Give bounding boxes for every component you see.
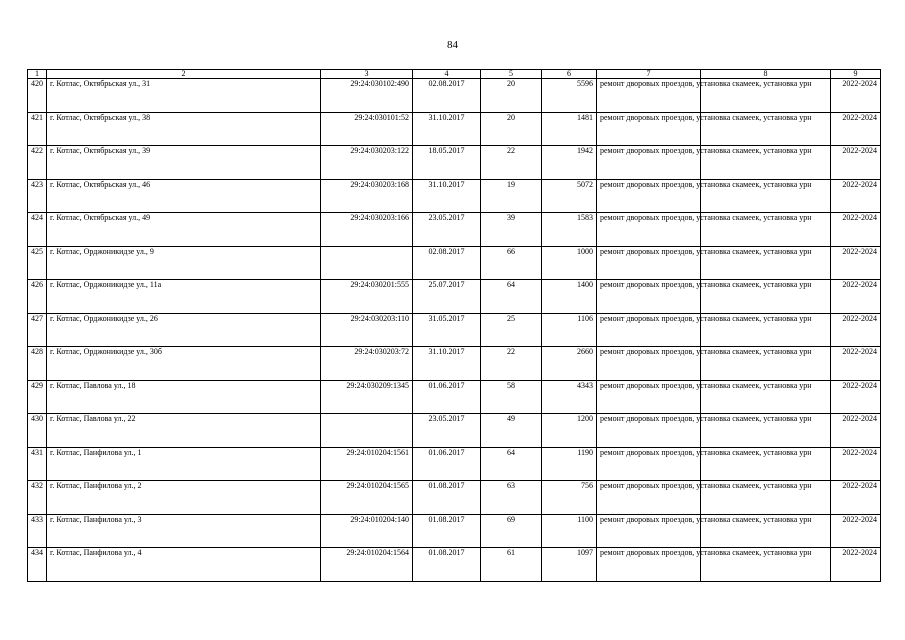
column-5-cell: 20 [481,112,542,146]
works-cell: ремонт дворовых проездов, установка скамеек, установка урн [597,313,701,347]
column-5-cell: 25 [481,313,542,347]
address-cell: г. Котлас, Панфилова ул., 2 [47,481,321,515]
date-cell: 01.06.2017 [413,447,481,481]
table-row [28,213,881,247]
table-row [28,548,881,582]
table-row [28,246,881,280]
table-row [28,79,881,113]
period-cell: 2022-2024 [831,179,881,213]
date-cell: 02.08.2017 [413,246,481,280]
table-row [28,347,881,381]
address-cell: г. Котлас, Орджоникидзе ул., 9 [47,246,321,280]
table-row [28,146,881,180]
cadastral-number-cell [321,414,413,448]
column-6-cell: 1583 [542,213,597,247]
works-cell: ремонт дворовых проездов, установка скамеек, установка урн [597,179,701,213]
cadastral-number-cell: 29:24:030201:555 [321,280,413,314]
row-number-cell: 430 [28,414,47,448]
table-row [28,414,881,448]
row-number-cell: 429 [28,380,47,414]
row-number-cell: 432 [28,481,47,515]
row-number-cell: 427 [28,313,47,347]
column-number: 5 [481,70,542,79]
table-row [28,313,881,347]
column-6-cell: 5072 [542,179,597,213]
address-cell: г. Котлас, Октябрьская ул., 49 [47,213,321,247]
period-cell: 2022-2024 [831,380,881,414]
column-number: 1 [28,70,47,79]
works-cell: ремонт дворовых проездов, установка скамеек, установка урн [597,280,701,314]
column-5-cell: 39 [481,213,542,247]
column-number: 3 [321,70,413,79]
period-cell: 2022-2024 [831,146,881,180]
table-row [28,112,881,146]
column-6-cell: 1100 [542,514,597,548]
date-cell: 23.05.2017 [413,213,481,247]
works-cell: ремонт дворовых проездов, установка скамеек, установка урн [597,112,701,146]
cadastral-number-cell: 29:24:030101:52 [321,112,413,146]
objects-table [27,69,881,582]
works-cell: ремонт дворовых проездов, установка скамеек, установка урн [597,380,701,414]
row-number-cell: 422 [28,146,47,180]
column-number-row [28,70,881,79]
table-row [28,280,881,314]
row-number-cell: 425 [28,246,47,280]
column-number: 7 [597,70,701,79]
period-cell: 2022-2024 [831,347,881,381]
column-5-cell: 49 [481,414,542,448]
cadastral-number-cell: 29:24:030203:72 [321,347,413,381]
column-6-cell: 756 [542,481,597,515]
row-number-cell: 426 [28,280,47,314]
period-cell: 2022-2024 [831,313,881,347]
row-number-cell: 434 [28,548,47,582]
date-cell: 23.05.2017 [413,414,481,448]
cadastral-number-cell: 29:24:030203:110 [321,313,413,347]
row-number-cell: 433 [28,514,47,548]
address-cell: г. Котлас, Октябрьская ул., 39 [47,146,321,180]
column-6-cell: 4343 [542,380,597,414]
column-number: 2 [47,70,321,79]
column-6-cell: 2660 [542,347,597,381]
column-6-cell: 1106 [542,313,597,347]
cadastral-number-cell: 29:24:030102:490 [321,79,413,113]
period-cell: 2022-2024 [831,213,881,247]
date-cell: 25.07.2017 [413,280,481,314]
works-cell: ремонт дворовых проездов, установка скамеек, установка урн [597,481,701,515]
address-cell: г. Котлас, Орджоникидзе ул., 26 [47,313,321,347]
address-cell: г. Котлас, Павлова ул., 18 [47,380,321,414]
column-5-cell: 20 [481,79,542,113]
row-number-cell: 424 [28,213,47,247]
period-cell: 2022-2024 [831,79,881,113]
works-cell: ремонт дворовых проездов, установка скамеек, установка урн [597,146,701,180]
column-6-cell: 1000 [542,246,597,280]
works-cell: ремонт дворовых проездов, установка скамеек, установка урн [597,347,701,381]
works-cell: ремонт дворовых проездов, установка скамеек, установка урн [597,246,701,280]
column-6-cell: 1942 [542,146,597,180]
address-cell: г. Котлас, Октябрьская ул., 38 [47,112,321,146]
address-cell: г. Котлас, Панфилова ул., 3 [47,514,321,548]
column-5-cell: 66 [481,246,542,280]
row-number-cell: 431 [28,447,47,481]
address-cell: г. Котлас, Октябрьская ул., 46 [47,179,321,213]
column-5-cell: 22 [481,146,542,180]
period-cell: 2022-2024 [831,414,881,448]
works-cell: ремонт дворовых проездов, установка скамеек, установка урн [597,79,701,113]
address-cell: г. Котлас, Октябрьская ул., 31 [47,79,321,113]
column-6-cell: 1481 [542,112,597,146]
address-cell: г. Котлас, Панфилова ул., 1 [47,447,321,481]
date-cell: 01.08.2017 [413,481,481,515]
cadastral-number-cell: 29:24:030203:168 [321,179,413,213]
works-cell: ремонт дворовых проездов, установка скамеек, установка урн [597,514,701,548]
cadastral-number-cell: 29:24:010204:140 [321,514,413,548]
works-cell: ремонт дворовых проездов, установка скамеек, установка урн [597,414,701,448]
page-number: 84 [447,39,458,51]
period-cell: 2022-2024 [831,280,881,314]
date-cell: 02.08.2017 [413,79,481,113]
cadastral-number-cell: 29:24:030209:1345 [321,380,413,414]
table-row [28,447,881,481]
date-cell: 31.10.2017 [413,112,481,146]
period-cell: 2022-2024 [831,548,881,582]
cadastral-number-cell [321,246,413,280]
works-cell: ремонт дворовых проездов, установка скамеек, установка урн [597,447,701,481]
date-cell: 31.10.2017 [413,347,481,381]
column-6-cell: 1200 [542,414,597,448]
table-row [28,481,881,515]
column-number: 4 [413,70,481,79]
period-cell: 2022-2024 [831,481,881,515]
column-number: 6 [542,70,597,79]
date-cell: 31.10.2017 [413,179,481,213]
date-cell: 18.05.2017 [413,146,481,180]
column-6-cell: 1400 [542,280,597,314]
column-6-cell: 1190 [542,447,597,481]
column-5-cell: 64 [481,280,542,314]
column-6-cell: 5596 [542,79,597,113]
period-cell: 2022-2024 [831,246,881,280]
period-cell: 2022-2024 [831,447,881,481]
table-row [28,380,881,414]
date-cell: 31.05.2017 [413,313,481,347]
row-number-cell: 428 [28,347,47,381]
date-cell: 01.06.2017 [413,380,481,414]
column-number: 9 [831,70,881,79]
row-number-cell: 423 [28,179,47,213]
address-cell: г. Котлас, Панфилова ул., 4 [47,548,321,582]
date-cell: 01.08.2017 [413,514,481,548]
column-5-cell: 61 [481,548,542,582]
address-cell: г. Котлас, Павлова ул., 22 [47,414,321,448]
column-5-cell: 58 [481,380,542,414]
row-number-cell: 421 [28,112,47,146]
period-cell: 2022-2024 [831,514,881,548]
cadastral-number-cell: 29:24:010204:1561 [321,447,413,481]
address-cell: г. Котлас, Орджоникидзе ул., 11а [47,280,321,314]
column-5-cell: 69 [481,514,542,548]
cadastral-number-cell: 29:24:030203:166 [321,213,413,247]
column-number: 8 [701,70,831,79]
column-5-cell: 22 [481,347,542,381]
column-5-cell: 63 [481,481,542,515]
works-cell: ремонт дворовых проездов, установка скамеек, установка урн [597,548,701,582]
works-cell: ремонт дворовых проездов, установка скамеек, установка урн [597,213,701,247]
period-cell: 2022-2024 [831,112,881,146]
column-5-cell: 64 [481,447,542,481]
cadastral-number-cell: 29:24:030203:122 [321,146,413,180]
date-cell: 01.08.2017 [413,548,481,582]
table-row [28,514,881,548]
column-5-cell: 19 [481,179,542,213]
column-6-cell: 1097 [542,548,597,582]
cadastral-number-cell: 29:24:010204:1565 [321,481,413,515]
table-row [28,179,881,213]
row-number-cell: 420 [28,79,47,113]
address-cell: г. Котлас, Орджоникидзе ул., 30б [47,347,321,381]
cadastral-number-cell: 29:24:010204:1564 [321,548,413,582]
